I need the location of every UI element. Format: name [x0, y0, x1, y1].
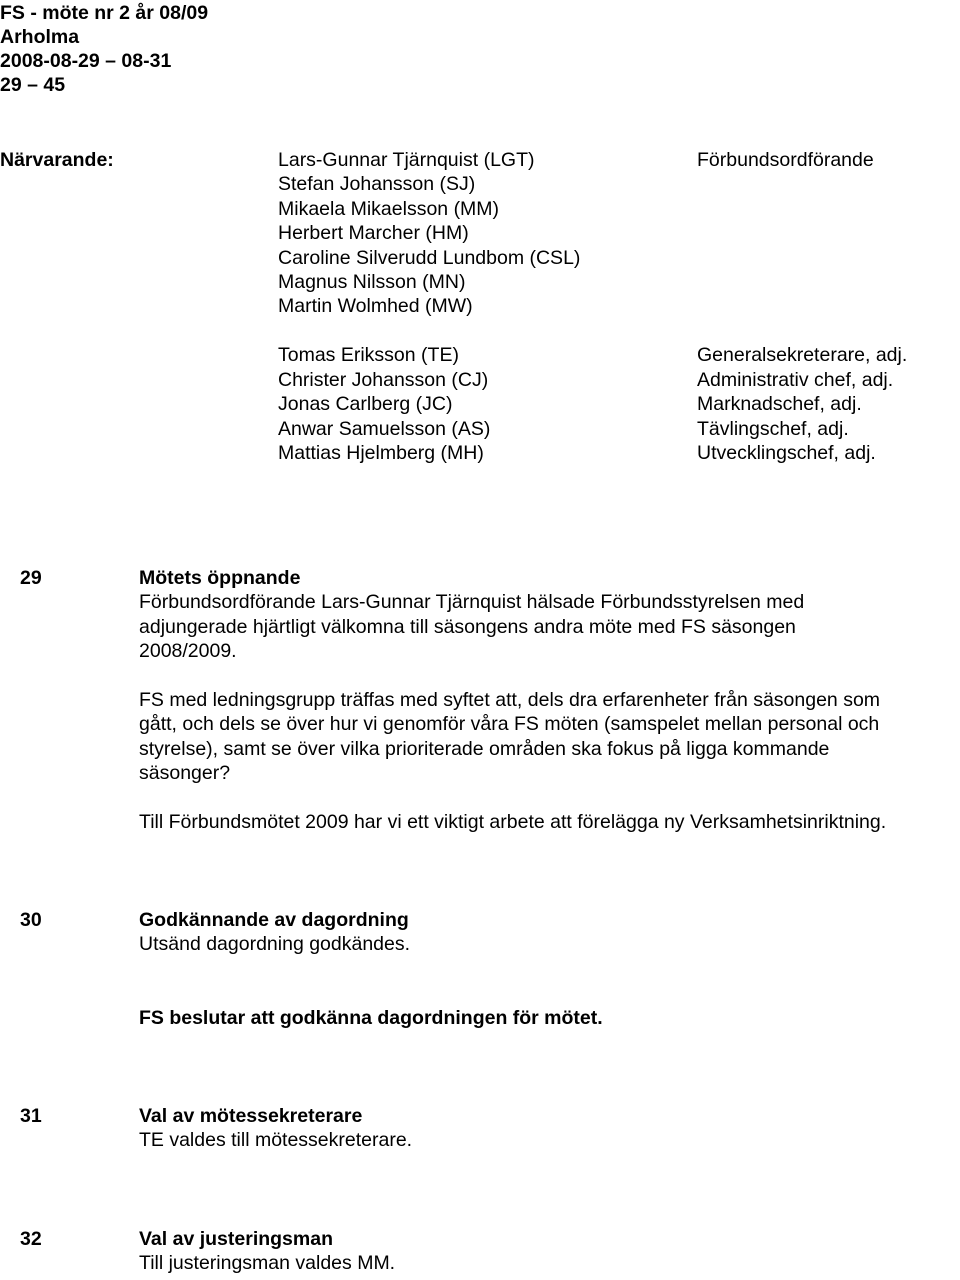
member-name: Stefan Johansson (SJ) — [278, 173, 476, 195]
header-sections: 29 – 45 — [0, 74, 66, 96]
adjunct-name: Jonas Carlberg (JC) — [278, 393, 453, 415]
paragraph-text: adjungerade hjärtligt välkomna till säsongens andra möte med FS säsongen — [139, 616, 796, 638]
paragraph-text: FS med ledningsgrupp träffas med syftet att, dels dra erfarenheter från säsongen som — [139, 689, 881, 711]
decision-text: FS beslutar att godkänna dagordningen för mötet. — [139, 1007, 603, 1029]
paragraph-heading: Val av justeringsman — [139, 1228, 334, 1250]
adjunct-role: Administrativ chef, adj. — [697, 369, 894, 391]
member-name: Magnus Nilsson (MN) — [278, 271, 466, 293]
member-name: Herbert Marcher (HM) — [278, 222, 469, 244]
paragraph-number: 31 — [20, 1105, 42, 1127]
paragraph-text: 2008/2009. — [139, 640, 237, 662]
adjunct-role: Tävlingschef, adj. — [697, 418, 849, 440]
paragraph-text: styrelse), samt se över vilka prioriterade områden ska fokus på ligga kommande — [139, 738, 830, 760]
member-name: Lars-Gunnar Tjärnquist (LGT) — [278, 149, 535, 171]
adjunct-role: Utvecklingschef, adj. — [697, 442, 876, 464]
paragraph-text: Till Förbundsmötet 2009 har vi ett viktigt arbete att förelägga ny Verksamhetsinriktning. — [139, 811, 887, 833]
member-name: Mikaela Mikaelsson (MM) — [278, 198, 500, 220]
paragraph-text: Förbundsordförande Lars-Gunnar Tjärnquist hälsade Förbundsstyrelsen med — [139, 591, 805, 613]
paragraph-text: Till justeringsman valdes MM. — [139, 1252, 396, 1274]
paragraph-number: 32 — [20, 1228, 42, 1250]
adjunct-name: Mattias Hjelmberg (MH) — [278, 442, 484, 464]
adjunct-role: Generalsekreterare, adj. — [697, 344, 908, 366]
paragraph-number: 29 — [20, 567, 42, 589]
paragraph-heading: Godkännande av dagordning — [139, 909, 409, 931]
chair-role: Förbundsordförande — [697, 149, 874, 171]
paragraph-heading: Val av mötessekreterare — [139, 1105, 363, 1127]
adjunct-name: Tomas Eriksson (TE) — [278, 344, 459, 366]
header-dates: 2008-08-29 – 08-31 — [0, 50, 172, 72]
paragraph-heading: Mötets öppnande — [139, 567, 301, 589]
paragraph-text: Utsänd dagordning godkändes. — [139, 933, 411, 955]
attendance-label: Närvarande: — [0, 149, 114, 171]
header-title: FS - möte nr 2 år 08/09 — [0, 2, 209, 24]
adjunct-name: Anwar Samuelsson (AS) — [278, 418, 491, 440]
member-name: Martin Wolmhed (MW) — [278, 295, 473, 317]
member-name: Caroline Silverudd Lundbom (CSL) — [278, 247, 581, 269]
paragraph-text: säsonger? — [139, 762, 231, 784]
adjunct-role: Marknadschef, adj. — [697, 393, 862, 415]
header-place: Arholma — [0, 26, 80, 48]
adjunct-name: Christer Johansson (CJ) — [278, 369, 489, 391]
paragraph-text: gått, och dels se över hur vi genomför våra FS möten (samspelet mellan personal och — [139, 713, 880, 735]
paragraph-number: 30 — [20, 909, 42, 931]
paragraph-text: TE valdes till mötessekreterare. — [139, 1129, 413, 1151]
